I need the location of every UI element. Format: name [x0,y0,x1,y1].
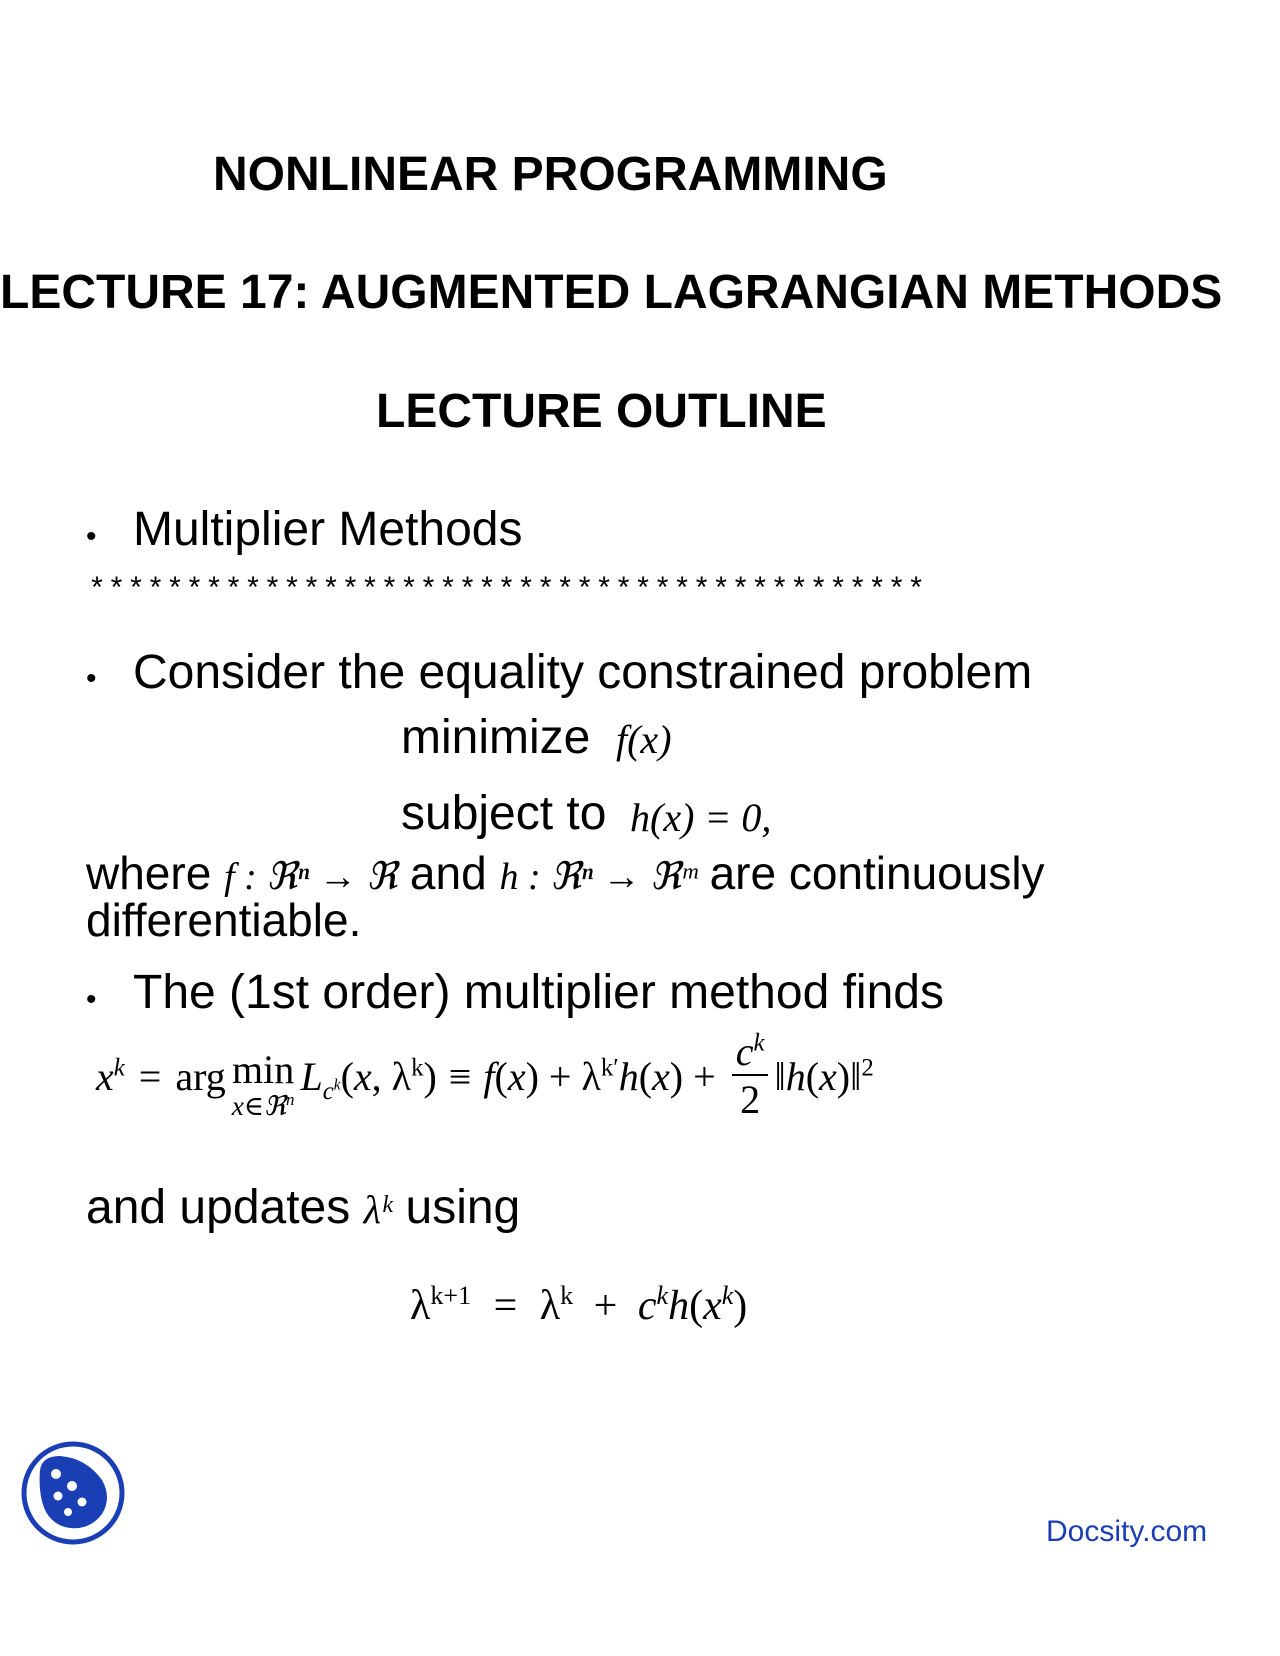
bullet-marker: • [86,662,97,695]
subject-to-label: subject to [401,787,607,840]
constraint-expression: h(x) = 0, [630,795,772,840]
multiplier-update-formula: $\lambda^{k+1} = \lambda^k + c^kh(x^k)$ [410,1281,748,1329]
using-text: using [405,1181,521,1234]
docsity-logo-icon [20,1440,126,1546]
updates-line [86,1180,520,1235]
h-mapping: h : ℜⁿ → ℜᵐ [499,856,697,898]
lambda-k-symbol: λᵏ [363,1187,393,1232]
and-word: and [409,847,487,899]
f-mapping: f : ℜⁿ → ℜ [224,856,398,898]
bullet-marker: • [86,983,97,1016]
objective-expression: f(x) [616,717,672,762]
differentiable-text: differentiable. [86,894,362,946]
minimize-label: minimize [401,711,591,764]
lecture-title: LECTURE 17: AUGMENTED LAGRANGIAN METHODS [0,266,1223,319]
item-consider-problem: Consider the equality constrained problem [133,646,1033,699]
where-word: where [86,847,212,899]
docsity-link[interactable]: Docsity.com [1046,1515,1208,1548]
item-multiplier-methods: Multiplier Methods [133,503,523,556]
asterisk-separator: ******************************************* [88,574,927,608]
outline-heading: LECTURE OUTLINE [376,385,827,438]
augmented-lagrangian-formula: $x^k$ = arg min x∈ℜ$^n$ $L_{c^k}$ (x, $\lambda^k$) ≡ f (x) + $\lambda^{k'}$ h (x) + $\frac{c^k}{2}$ ‖h(x)‖$^2$ [96,1029,874,1122]
are-continuously-text: are continuously [709,847,1045,899]
course-title: NONLINEAR PROGRAMMING [213,148,888,201]
bullet-marker: • [86,520,97,553]
item-multiplier-method-finds: The (1st order) multiplier method finds [133,966,944,1019]
and-updates-text: and updates [86,1181,351,1234]
where-line [86,846,1045,900]
